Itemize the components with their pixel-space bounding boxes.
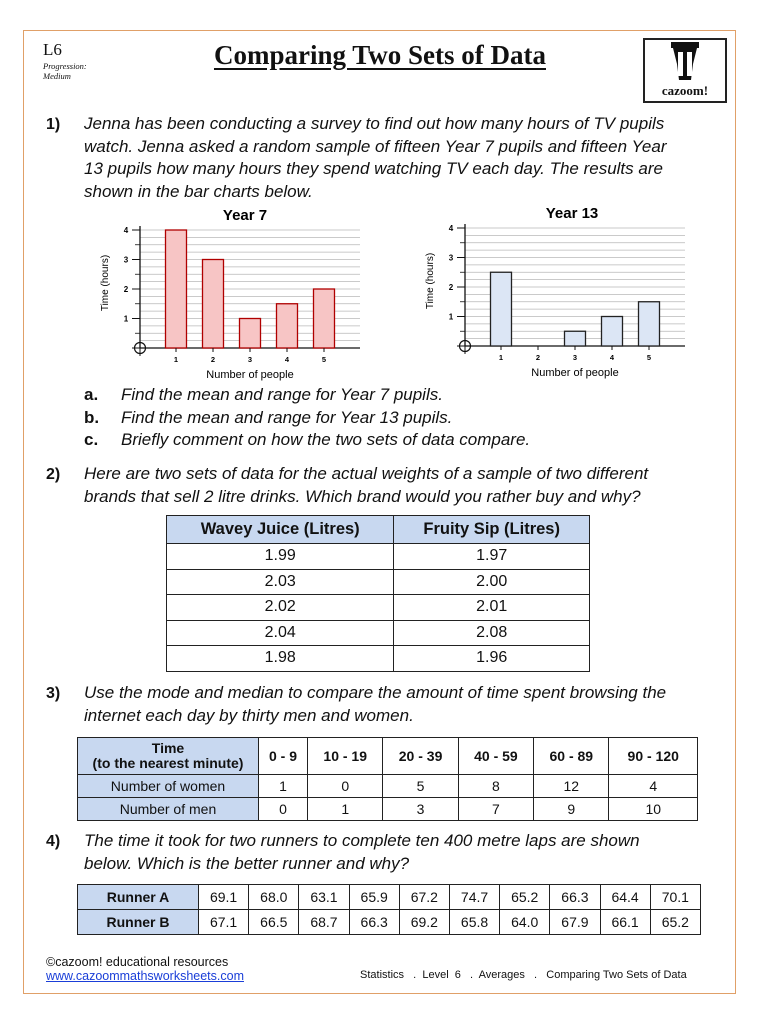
table-cell: 66.1 <box>600 910 650 935</box>
row-label: Number of men <box>78 798 259 821</box>
q1-part-text: Find the mean and range for Year 7 pupils. <box>121 385 443 404</box>
copyright-text: ©cazoom! educational resources <box>46 955 229 969</box>
q4-number: 4) <box>46 833 61 850</box>
x-tick-label: 3 <box>247 355 253 364</box>
table-row <box>167 620 590 646</box>
table-cell: 1.96 <box>394 646 590 672</box>
x-tick-label: 1 <box>173 355 179 364</box>
logo-text: cazoom! <box>661 83 709 98</box>
table-cell: 1 <box>308 798 383 821</box>
footer-left <box>46 955 244 983</box>
chart-year7 <box>90 200 380 385</box>
x-tick-label: 2 <box>535 353 541 362</box>
q1-line: 13 pupils how many hours they spend watching TV each day. The results are <box>84 159 663 178</box>
table-cell: 67.9 <box>550 910 600 935</box>
table-cell: 67.1 <box>199 910 249 935</box>
q2-line: Here are two sets of data for the actual weights of a sample of two different <box>84 464 649 483</box>
table-row <box>167 569 590 595</box>
y-tick-label: 4 <box>448 224 454 233</box>
table-cell: 66.3 <box>550 885 600 910</box>
table-cell: 64.4 <box>600 885 650 910</box>
table-cell: 67.2 <box>399 885 449 910</box>
table-cell: 74.7 <box>449 885 499 910</box>
table-cell: 68.7 <box>299 910 349 935</box>
y-tick-label: 2 <box>123 285 129 294</box>
chart-title: Year 7 <box>222 207 268 224</box>
q1-part-label: b. <box>84 407 100 427</box>
y-tick-label: 1 <box>448 312 454 322</box>
q1-part-text: Find the mean and range for Year 13 pupils. <box>121 407 453 427</box>
q1-part-label: c. <box>84 430 99 449</box>
bar <box>565 331 586 346</box>
table-cell: 3 <box>383 798 458 821</box>
q1-part-label: a. <box>84 385 99 404</box>
y-axis-label: Time (hours) <box>425 252 436 310</box>
bar <box>203 260 224 349</box>
table-cell: 64.0 <box>500 910 550 935</box>
q3-line: Use the mode and median to compare the amount of time spent browsing the <box>84 683 667 702</box>
q1-number: 1) <box>46 116 61 133</box>
table-cell: 2.08 <box>394 620 590 646</box>
table-cell: 1 <box>259 775 308 798</box>
x-tick-label: 1 <box>498 353 504 362</box>
q1-text <box>84 113 666 203</box>
bar <box>491 272 512 346</box>
level-label: L6 <box>43 40 62 59</box>
bar <box>314 289 335 348</box>
table-cell: 10 <box>609 798 698 821</box>
table-cell: 9 <box>534 798 609 821</box>
runners-table <box>77 884 701 935</box>
x-tick-label: 5 <box>646 353 652 362</box>
website-link[interactable]: www.cazoommathsworksheets.com <box>46 969 244 983</box>
q1-parts <box>84 384 530 452</box>
time-header-line2: (to the nearest minute) <box>92 755 244 771</box>
x-tick-label: 4 <box>284 355 290 364</box>
y-tick-label: 1 <box>123 314 129 324</box>
x-tick-label: 3 <box>572 353 578 362</box>
q3-line: internet each day by thirty men and women. <box>84 705 414 725</box>
q4-line: below. Which is the better runner and why? <box>84 853 410 873</box>
q3-number: 3) <box>46 685 61 702</box>
table-cell: 2.03 <box>167 569 394 595</box>
table-cell: 65.2 <box>650 910 700 935</box>
table-cell: 65.2 <box>500 885 550 910</box>
column-header: Fruity Sip (Litres) <box>394 516 590 544</box>
y-axis-label: Time (hours) <box>100 254 111 312</box>
row-label: Runner B <box>78 910 199 935</box>
table-cell: 66.3 <box>349 910 399 935</box>
column-header: Wavey Juice (Litres) <box>167 516 394 544</box>
bar <box>602 317 623 347</box>
table-cell: 68.0 <box>249 885 299 910</box>
y-tick-label: 4 <box>123 226 129 235</box>
cazoom-logo <box>643 38 727 103</box>
x-tick-label: 2 <box>210 355 216 364</box>
table-cell: 69.1 <box>199 885 249 910</box>
q1-part-b <box>84 407 530 430</box>
q1-line: shown in the bar charts below. <box>84 181 313 201</box>
bar <box>166 230 187 348</box>
table-row <box>78 775 698 798</box>
table-header-row <box>78 738 698 775</box>
table-header-row <box>167 516 590 544</box>
table-row <box>78 885 701 910</box>
column-header: 10 - 19 <box>308 738 383 775</box>
column-header: 90 - 120 <box>609 738 698 775</box>
table-cell: 63.1 <box>299 885 349 910</box>
table-cell: 1.98 <box>167 646 394 672</box>
progression-title: Progression: <box>43 61 87 71</box>
table-cell: 4 <box>609 775 698 798</box>
progression-label <box>43 61 87 81</box>
logo-cup-icon <box>645 40 725 86</box>
bar <box>639 302 660 346</box>
q2-number: 2) <box>46 466 61 483</box>
table-cell: 0 <box>259 798 308 821</box>
table-row <box>78 910 701 935</box>
table-cell: 7 <box>458 798 533 821</box>
table-row <box>167 646 590 672</box>
q3-text <box>84 682 666 727</box>
q4-line: The time it took for two runners to complete ten 400 metre laps are shown <box>84 831 640 850</box>
table-cell: 0 <box>308 775 383 798</box>
table-cell: 2.00 <box>394 569 590 595</box>
table-row <box>167 544 590 570</box>
table-cell: 5 <box>383 775 458 798</box>
table-cell: 66.5 <box>249 910 299 935</box>
table-cell: 65.9 <box>349 885 399 910</box>
q2-text <box>84 463 648 508</box>
browsing-table <box>77 737 698 821</box>
table-cell: 2.04 <box>167 620 394 646</box>
page-title: Comparing Two Sets of Data <box>213 40 546 70</box>
column-header: 60 - 89 <box>534 738 609 775</box>
progression-value: Medium <box>43 71 71 81</box>
table-cell: 8 <box>458 775 533 798</box>
y-tick-label: 2 <box>448 283 454 292</box>
chart-year13 <box>415 198 705 383</box>
table-cell: 1.99 <box>167 544 394 570</box>
bar <box>240 319 261 349</box>
q1-part-a <box>84 384 530 407</box>
time-header-line1: Time <box>151 740 185 756</box>
table-row <box>167 595 590 621</box>
table-row <box>78 798 698 821</box>
y-tick-label: 3 <box>123 255 129 265</box>
time-header <box>78 738 259 775</box>
chart-title: Year 13 <box>545 205 599 222</box>
column-header: 40 - 59 <box>458 738 533 775</box>
x-axis-label: Number of people <box>206 369 294 381</box>
q2-line: brands that sell 2 litre drinks. Which brand would you rather buy and why? <box>84 486 641 506</box>
q4-text <box>84 830 640 875</box>
table-cell: 2.02 <box>167 595 394 621</box>
bar <box>277 304 298 348</box>
table-cell: 69.2 <box>399 910 449 935</box>
x-tick-label: 4 <box>609 353 615 362</box>
x-tick-label: 5 <box>321 355 327 364</box>
row-label: Runner A <box>78 885 199 910</box>
footer-breadcrumb: Statistics . Level 6 . Averages . Comparing Two Sets of Data <box>360 969 687 981</box>
table-cell: 70.1 <box>650 885 700 910</box>
q1-line: watch. Jenna asked a random sample of fifteen Year 7 pupils and fifteen Year <box>84 136 667 156</box>
q1-part-text: Briefly comment on how the two sets of data compare. <box>121 430 531 449</box>
q1-part-c <box>84 429 530 452</box>
drinks-table <box>166 515 590 672</box>
table-cell: 1.97 <box>394 544 590 570</box>
q1-line: Jenna has been conducting a survey to find out how many hours of TV pupils <box>84 114 665 133</box>
column-header: 20 - 39 <box>383 738 458 775</box>
x-axis-label: Number of people <box>531 367 619 379</box>
table-cell: 65.8 <box>449 910 499 935</box>
row-label: Number of women <box>78 775 259 798</box>
y-tick-label: 3 <box>448 253 454 263</box>
table-cell: 12 <box>534 775 609 798</box>
column-header: 0 - 9 <box>259 738 308 775</box>
table-cell: 2.01 <box>394 595 590 621</box>
